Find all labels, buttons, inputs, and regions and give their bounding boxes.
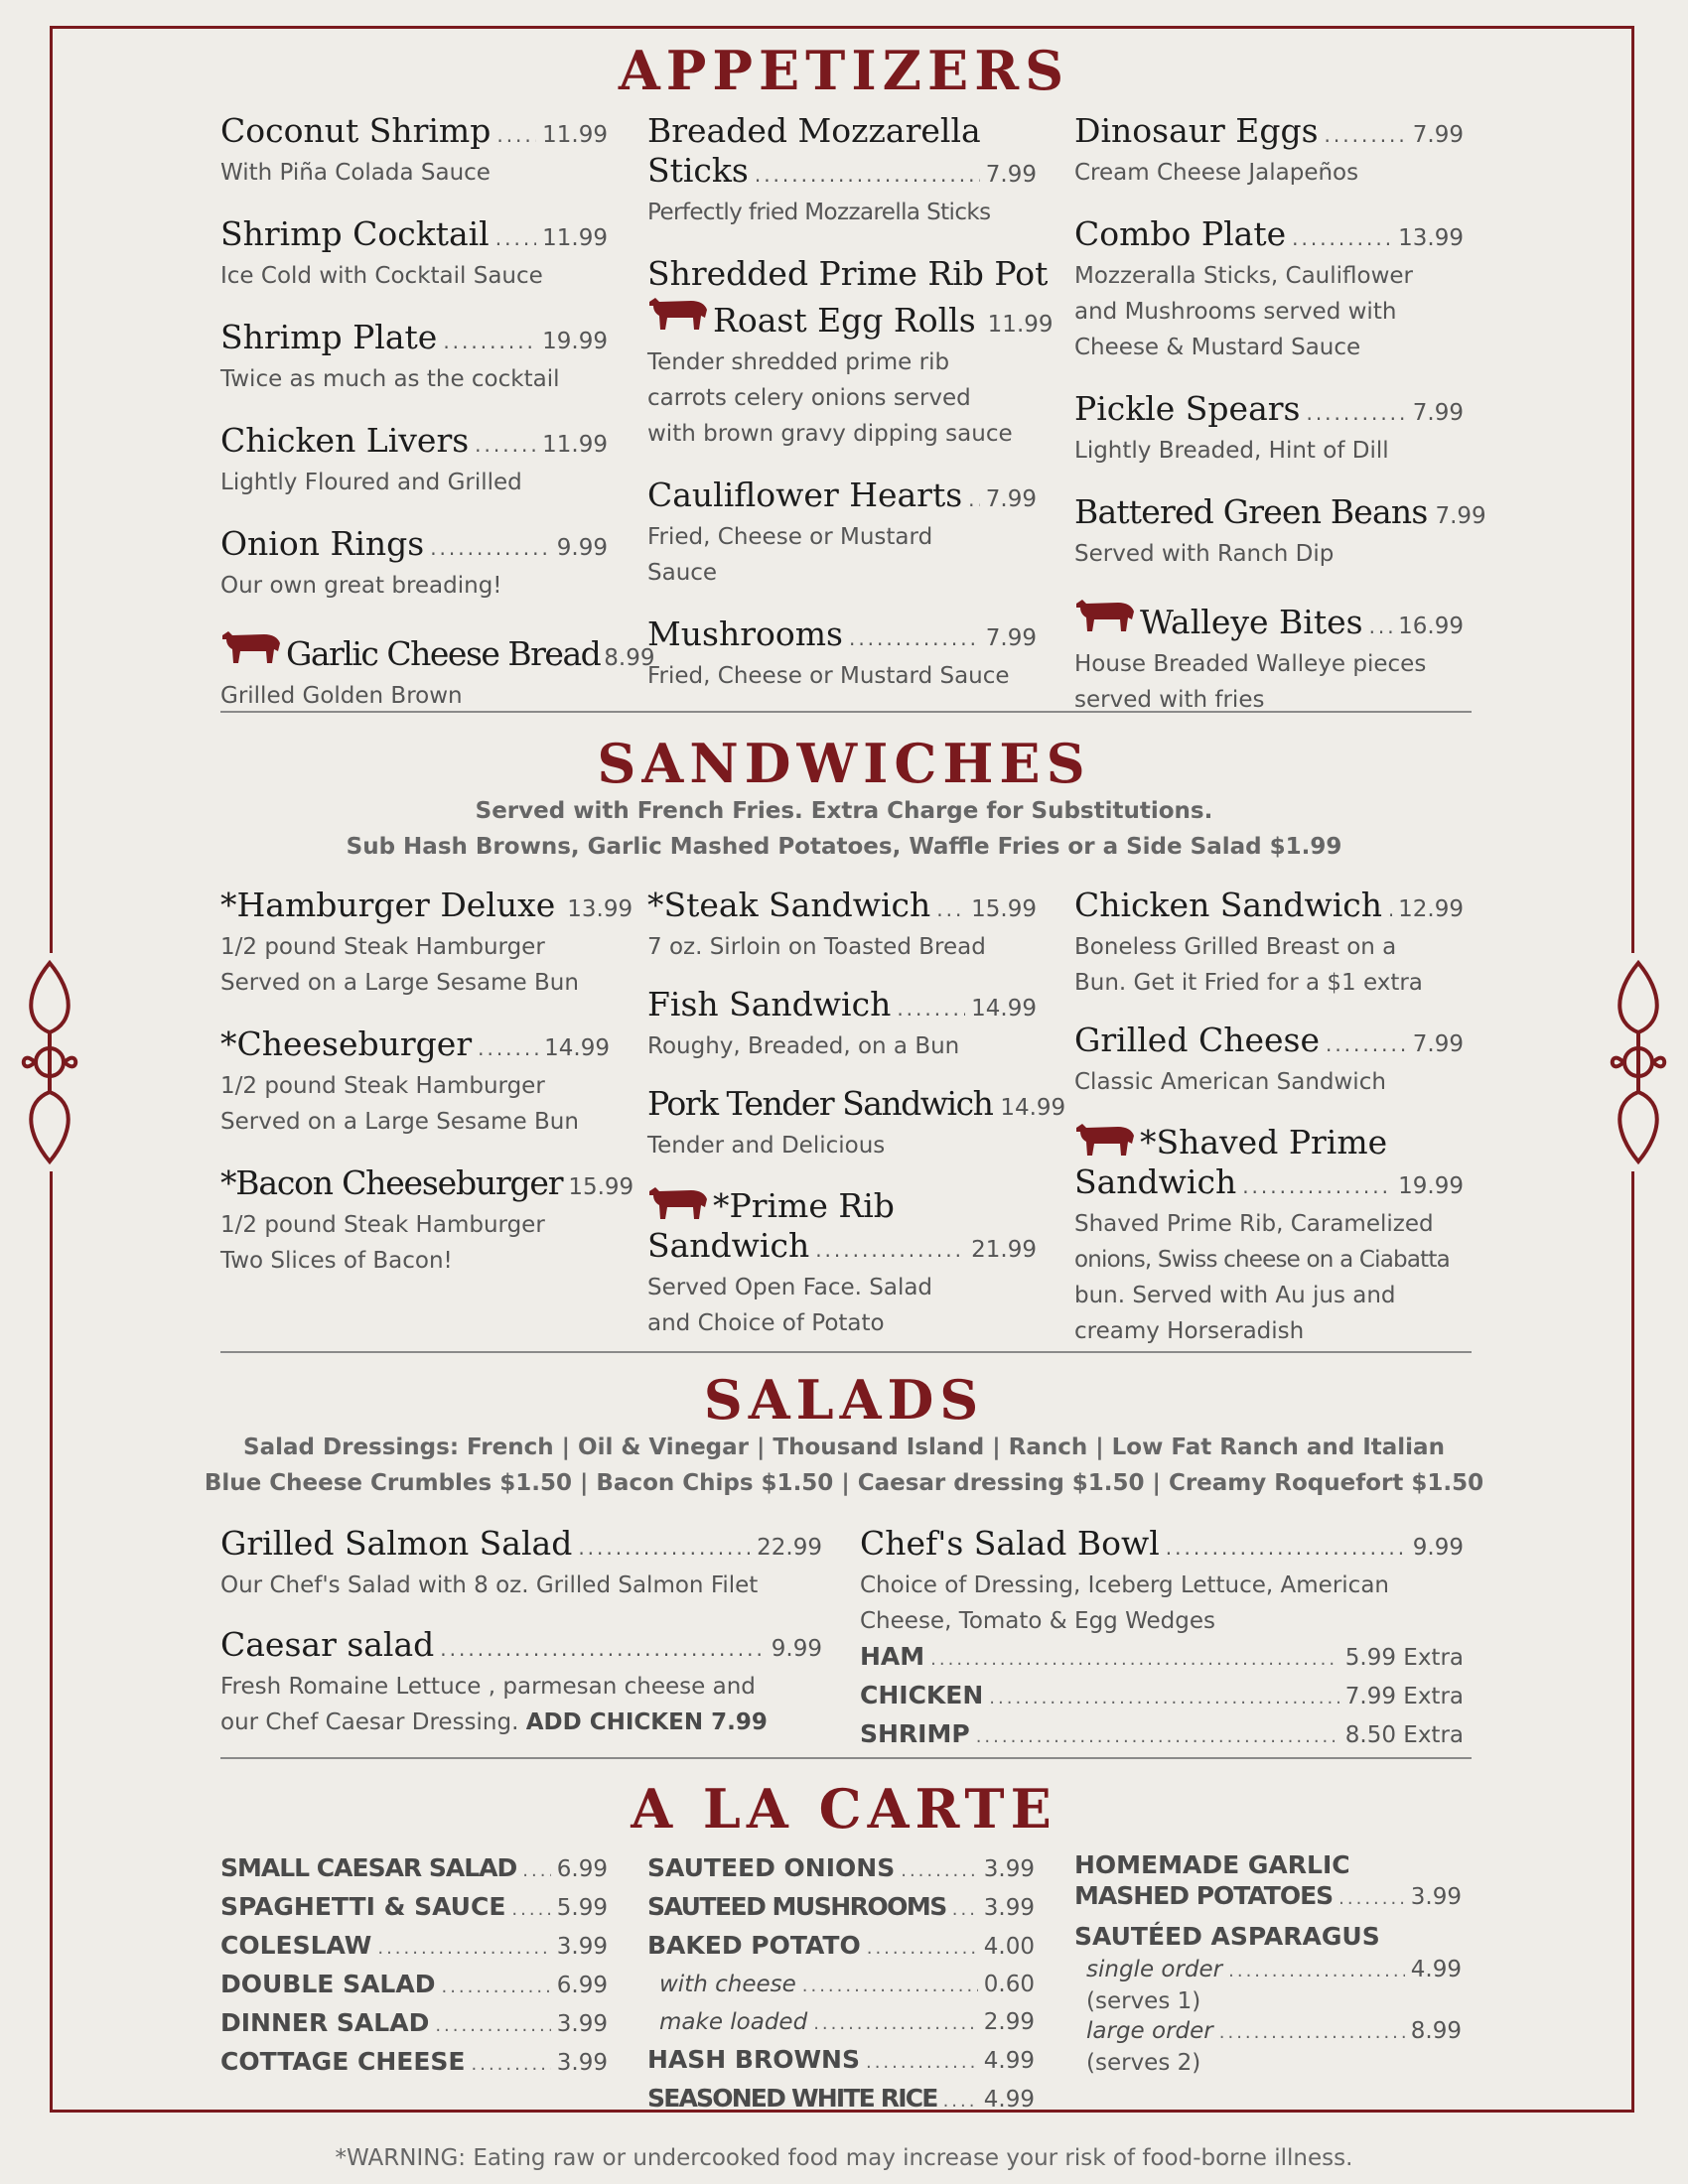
item-desc: and Mushrooms served with — [1074, 299, 1397, 325]
item-note: (serves 1) — [1086, 1988, 1201, 2014]
salads-note: Blue Cheese Crumbles $1.50 | Bacon Chips $1.50 | Caesar dressing $1.50 | Creamy Roquefort $1.50 — [204, 1470, 1484, 1496]
alacarte-title: A LA CARTE — [631, 1777, 1057, 1841]
item-desc: Fresh Romaine Lettuce , parmesan cheese and — [220, 1674, 756, 1700]
item-name: Shredded Prime Rib Pot — [647, 254, 1049, 293]
item-desc: 1/2 pound Steak Hamburger — [220, 1212, 545, 1238]
menu-item — [220, 1163, 634, 1279]
addon-row — [860, 1716, 1464, 1755]
item-desc: creamy Horseradish — [1074, 1318, 1305, 1344]
menu-item — [220, 1024, 610, 1140]
item-name: Battered Green Beans — [1074, 492, 1428, 531]
item-desc: Lightly Breaded, Hint of Dill — [1074, 438, 1389, 464]
menu-item — [647, 1084, 1066, 1163]
appetizers-col-1 — [220, 111, 655, 714]
item-desc: carrots celery onions served — [647, 385, 971, 411]
item-desc: Our Chef's Salad with 8 oz. Grilled Salmon Filet — [220, 1572, 759, 1598]
list-item — [647, 2004, 1035, 2042]
item-name: SAUTÉED ASPARAGUS — [1074, 1922, 1380, 1951]
divider — [220, 1757, 1472, 1759]
menu-item — [220, 214, 608, 294]
item-price: 15.99 — [568, 1174, 634, 1200]
list-item — [1074, 1955, 1462, 1986]
item-name: Garlic Cheese Bread — [286, 634, 601, 673]
menu-item — [647, 1183, 1037, 1341]
item-name: Dinosaur Eggs — [1074, 111, 1319, 150]
menu-item — [1074, 596, 1464, 718]
item-price: 4.99 — [983, 2087, 1035, 2113]
list-item — [1074, 1850, 1462, 1880]
list-item — [1074, 2048, 1462, 2078]
item-name: Walleye Bites — [1140, 603, 1363, 641]
list-item — [1074, 2016, 1462, 2048]
addon-name: SHRIMP — [860, 1719, 970, 1748]
item-price: 0.60 — [983, 1972, 1035, 1997]
menu-item — [220, 421, 608, 500]
item-name: Shrimp Cocktail — [220, 214, 490, 253]
ornament-icon — [15, 953, 84, 1171]
item-desc: Our own great breading! — [220, 573, 502, 599]
item-name: SPAGHETTI & SAUCE — [220, 1892, 506, 1921]
item-name: Chef's Salad Bowl — [860, 1524, 1160, 1563]
item-name: *Cheeseburger — [220, 1024, 473, 1063]
item-name: Mushrooms — [647, 614, 843, 653]
item-name: Fish Sandwich — [647, 985, 892, 1024]
item-desc: Cheese & Mustard Sauce — [1074, 335, 1361, 360]
alacarte-col-3 — [1074, 1850, 1462, 2078]
list-item — [220, 2044, 608, 2083]
divider — [220, 1351, 1472, 1353]
item-name: Grilled Cheese — [1074, 1021, 1320, 1059]
sandwiches-note: Served with French Fries. Extra Charge for Substitutions. — [475, 798, 1213, 824]
appetizers-col-2 — [647, 111, 1054, 694]
item-desc: House Breaded Walleye pieces — [1074, 651, 1427, 677]
item-price: 3.99 — [983, 1856, 1035, 1882]
item-price: 5.99 — [556, 1895, 608, 1921]
item-name: Caesar salad — [220, 1625, 435, 1664]
item-price: 7.99 — [1412, 400, 1464, 426]
item-desc: Served on a Large Sesame Bun — [220, 970, 579, 996]
food-warning: *WARNING: Eating raw or undercooked food may increase your risk of food-borne illness. — [335, 2145, 1353, 2171]
item-price: 3.99 — [556, 2011, 608, 2037]
item-desc: Twice as much as the cocktail — [220, 366, 560, 392]
menu-item — [1074, 492, 1486, 572]
item-price: 13.99 — [567, 896, 633, 922]
menu-item — [220, 111, 608, 191]
list-item — [647, 1889, 1035, 1928]
item-desc: served with fries — [1074, 687, 1265, 713]
item-price: 7.99 — [985, 162, 1037, 188]
item-name: Chicken Sandwich — [1074, 886, 1383, 924]
item-price: 9.99 — [556, 535, 608, 561]
item-name: *Bacon Cheeseburger — [220, 1163, 563, 1202]
item-price: 7.99 — [1412, 122, 1464, 148]
item-price: 15.99 — [971, 896, 1037, 922]
item-desc: Shaved Prime Rib, Caramelized — [1074, 1211, 1434, 1237]
item-price: 11.99 — [987, 312, 1054, 338]
item-note: (serves 2) — [1086, 2050, 1201, 2076]
sandwiches-col-3 — [1074, 886, 1464, 1349]
item-desc: Choice of Dressing, Iceberg Lettuce, American — [860, 1572, 1389, 1598]
item-name: Onion Rings — [220, 524, 425, 563]
list-item — [647, 2042, 1035, 2081]
list-item — [1074, 1986, 1462, 2016]
item-name: MASHED POTATOES — [1074, 1881, 1334, 1910]
item-price: 11.99 — [542, 225, 608, 251]
menu-item — [220, 1625, 822, 1740]
item-price: 14.99 — [544, 1035, 610, 1061]
item-price: 3.99 — [556, 1934, 608, 1960]
item-price: 11.99 — [542, 122, 608, 148]
list-item — [220, 1850, 608, 1889]
item-desc: Lightly Floured and Grilled — [220, 470, 522, 495]
item-desc: Bun. Get it Fried for a $1 extra — [1074, 970, 1423, 996]
item-price: 3.99 — [983, 1895, 1035, 1921]
item-name: SEASONED WHITE RICE — [647, 2084, 937, 2113]
list-item — [647, 1850, 1035, 1889]
item-price: 7.99 — [985, 486, 1037, 512]
item-desc: our Chef Caesar Dressing. — [220, 1709, 519, 1735]
list-item — [220, 1889, 608, 1928]
item-name: Grilled Salmon Salad — [220, 1524, 573, 1563]
item-name: Sandwich — [647, 1226, 810, 1265]
item-price: 8.99 — [604, 645, 655, 671]
menu-item — [220, 1524, 822, 1603]
cow-icon — [1074, 1120, 1136, 1158]
item-name: DINNER SALAD — [220, 2008, 430, 2037]
item-price: 19.99 — [1398, 1173, 1464, 1199]
item-name: DOUBLE SALAD — [220, 1970, 436, 1998]
item-desc: bun. Served with Au jus and — [1074, 1283, 1396, 1308]
item-desc: Sauce — [647, 560, 718, 586]
salads-note: Salad Dressings: French | Oil & Vinegar | Thousand Island | Ranch | Low Fat Ranch and Italian — [243, 1434, 1445, 1460]
item-price: 11.99 — [542, 432, 608, 458]
item-price: 14.99 — [971, 996, 1037, 1022]
item-desc: Boneless Grilled Breast on a — [1074, 934, 1397, 960]
list-item — [647, 1928, 1035, 1967]
item-price: 2.99 — [983, 2009, 1035, 2035]
sandwiches-col-2 — [647, 886, 1066, 1341]
item-desc: 1/2 pound Steak Hamburger — [220, 1073, 545, 1099]
item-name: Pork Tender Sandwich — [647, 1084, 993, 1123]
item-desc: Served Open Face. Salad — [647, 1275, 933, 1300]
item-name: with cheese — [659, 1972, 796, 1997]
add-chicken-note: ADD CHICKEN 7.99 — [525, 1709, 768, 1735]
sandwiches-note: Sub Hash Browns, Garlic Mashed Potatoes, Waffle Fries or a Side Salad $1.99 — [346, 834, 1342, 860]
list-item — [647, 2081, 1035, 2119]
item-price: 9.99 — [1412, 1535, 1464, 1561]
alacarte-col-2 — [647, 1850, 1035, 2119]
item-desc: Cheese, Tomato & Egg Wedges — [860, 1608, 1215, 1634]
list-item — [220, 1928, 608, 1967]
addon-name: CHICKEN — [860, 1681, 984, 1709]
item-desc: Fried, Cheese or Mustard Sauce — [647, 663, 1010, 689]
item-name: SAUTEED MUSHROOMS — [647, 1892, 946, 1921]
list-item — [1074, 1919, 1462, 1955]
menu-item — [647, 886, 1037, 965]
addon-price: 7.99 Extra — [1344, 1684, 1464, 1709]
item-price: 4.99 — [983, 2048, 1035, 2074]
menu-item — [647, 614, 1037, 694]
item-name: large order — [1086, 2018, 1213, 2044]
item-desc: 1/2 pound Steak Hamburger — [220, 934, 545, 960]
item-name: HASH BROWNS — [647, 2045, 860, 2074]
item-name: single order — [1086, 1957, 1223, 1982]
menu-item — [647, 985, 1037, 1064]
divider — [220, 711, 1472, 713]
menu-item — [1074, 214, 1464, 365]
item-desc: Served with Ranch Dip — [1074, 541, 1335, 567]
item-price: 13.99 — [1398, 225, 1464, 251]
item-desc: Perfectly fried Mozzarella Sticks — [647, 200, 991, 225]
item-name: Coconut Shrimp — [220, 111, 492, 150]
item-name: Sandwich — [1074, 1162, 1237, 1201]
list-item — [220, 1967, 608, 2005]
menu-item — [220, 886, 633, 1001]
item-price: 19.99 — [542, 329, 608, 354]
item-name: HOMEMADE GARLIC — [1074, 1850, 1350, 1879]
addon-name: HAM — [860, 1642, 925, 1671]
ornament-icon — [1604, 953, 1673, 1171]
item-desc: Classic American Sandwich — [1074, 1069, 1386, 1095]
item-price: 7.99 — [1412, 1031, 1464, 1057]
item-name: Breaded Mozzarella — [647, 111, 981, 150]
item-desc: with brown gravy dipping sauce — [647, 421, 1013, 447]
item-desc: Grilled Golden Brown — [220, 683, 463, 709]
item-desc: Tender and Delicious — [647, 1133, 886, 1159]
item-name: SMALL CAESAR SALAD — [220, 1853, 517, 1882]
item-price: 22.99 — [757, 1535, 822, 1561]
item-price: 3.99 — [1410, 1884, 1462, 1910]
cow-icon — [647, 1183, 709, 1221]
cow-icon — [647, 294, 709, 332]
item-name: Combo Plate — [1074, 214, 1287, 253]
item-desc: With Piña Colada Sauce — [220, 160, 491, 186]
item-price: 14.99 — [1000, 1095, 1066, 1121]
list-item — [1074, 1880, 1462, 1915]
item-desc: Ice Cold with Cocktail Sauce — [220, 263, 543, 289]
menu-item — [220, 524, 608, 604]
item-name: Roast Egg Rolls — [713, 301, 976, 340]
item-price: 3.99 — [556, 2050, 608, 2076]
salads-title: SALADS — [703, 1368, 985, 1432]
item-desc: Cream Cheese Jalapeños — [1074, 160, 1359, 186]
item-price: 16.99 — [1398, 614, 1464, 639]
item-name: BAKED POTATO — [647, 1931, 861, 1960]
cow-icon — [1074, 596, 1136, 633]
addon-price: 5.99 Extra — [1344, 1645, 1464, 1671]
appetizers-col-3 — [1074, 111, 1486, 718]
menu-item — [1074, 1120, 1464, 1349]
sandwiches-title: SANDWICHES — [597, 732, 1091, 795]
salads-col-2 — [860, 1524, 1464, 1755]
item-name: SAUTEED ONIONS — [647, 1853, 896, 1882]
item-name: COLESLAW — [220, 1931, 372, 1960]
salads-col-1 — [220, 1524, 822, 1740]
menu-item — [1074, 111, 1464, 191]
menu-item — [860, 1524, 1464, 1755]
item-desc: and Choice of Potato — [647, 1310, 885, 1336]
addon-row — [860, 1678, 1464, 1716]
appetizers-title: APPETIZERS — [618, 39, 1070, 102]
item-desc: Two Slices of Bacon! — [220, 1248, 453, 1274]
item-price: 21.99 — [971, 1237, 1037, 1263]
item-price: 9.99 — [771, 1636, 822, 1662]
cow-icon — [220, 627, 282, 665]
alacarte-col-1 — [220, 1850, 608, 2083]
item-name: *Prime Rib — [713, 1186, 895, 1225]
item-desc: 7 oz. Sirloin on Toasted Bread — [647, 934, 986, 960]
item-name: *Shaved Prime — [1140, 1123, 1388, 1161]
item-price: 7.99 — [985, 625, 1037, 651]
item-price: 7.99 — [1435, 503, 1486, 529]
item-name: Chicken Livers — [220, 421, 470, 460]
item-name: *Hamburger Deluxe — [220, 886, 556, 924]
item-desc: Tender shredded prime rib — [647, 349, 950, 375]
sandwiches-col-1 — [220, 886, 634, 1279]
item-price: 4.00 — [983, 1934, 1035, 1960]
item-name: *Steak Sandwich — [647, 886, 931, 924]
item-desc: Served on a Large Sesame Bun — [220, 1109, 579, 1135]
menu-item — [647, 111, 1037, 230]
item-name: Sticks — [647, 151, 749, 190]
addon-price: 8.50 Extra — [1344, 1722, 1464, 1748]
addon-row — [860, 1639, 1464, 1678]
item-price: 6.99 — [556, 1973, 608, 1998]
menu-item — [647, 254, 1054, 452]
item-price: 4.99 — [1410, 1957, 1462, 1982]
item-desc: Mozzeralla Sticks, Cauliflower — [1074, 263, 1414, 289]
menu-item — [220, 318, 608, 397]
menu-item — [1074, 886, 1464, 1001]
item-price: 8.99 — [1410, 2018, 1462, 2044]
list-item — [220, 2005, 608, 2044]
menu-item — [220, 627, 655, 714]
item-price: 6.99 — [556, 1856, 608, 1882]
item-desc: onions, Swiss cheese on a Ciabatta — [1074, 1247, 1450, 1273]
item-desc: Fried, Cheese or Mustard — [647, 524, 933, 550]
list-item — [647, 1967, 1035, 2004]
menu-item — [1074, 1021, 1464, 1100]
item-price: 12.99 — [1398, 896, 1464, 922]
item-name: Shrimp Plate — [220, 318, 438, 356]
item-name: make loaded — [659, 2009, 808, 2035]
menu-item — [1074, 389, 1464, 469]
item-name: Cauliflower Hearts — [647, 476, 963, 514]
item-name: Pickle Spears — [1074, 389, 1301, 428]
item-desc: Roughy, Breaded, on a Bun — [647, 1033, 960, 1059]
menu-item — [647, 476, 1037, 591]
item-name: COTTAGE CHEESE — [220, 2047, 466, 2076]
